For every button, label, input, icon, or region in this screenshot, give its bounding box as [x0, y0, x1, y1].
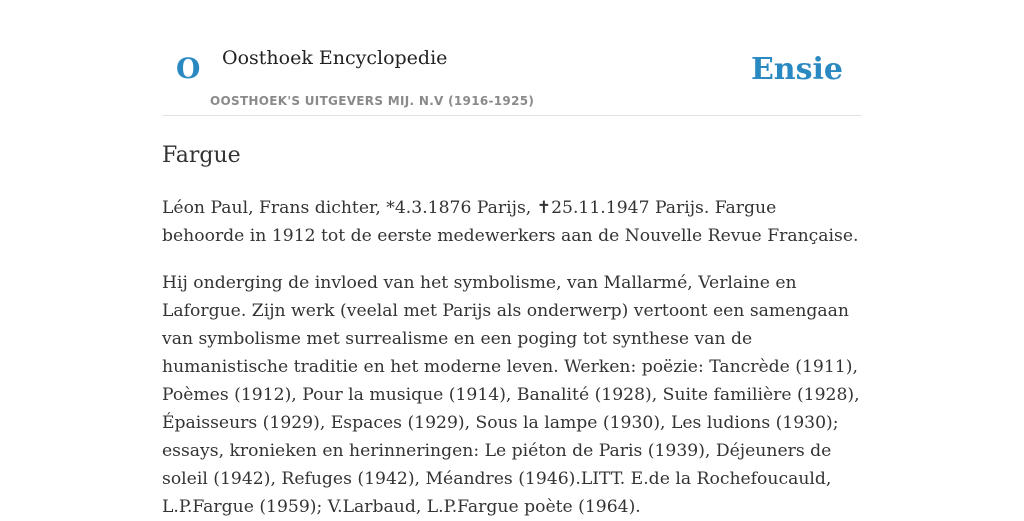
article-paragraph: Léon Paul, Frans dichter, *4.3.1876 Parijs, ✝25.11.1947 Parijs. Fargue behoorde in 1912 tot de eerste medewerkers aan de Nouvelle Revue Française. — [162, 198, 859, 246]
encyclopedia-title-link[interactable]: Oosthoek Encyclopedie — [222, 47, 448, 69]
publisher-subtitle: OOSTHOEK'S UITGEVERS MIJ. N.V (1916-1925) — [210, 94, 535, 108]
site-header — [162, 0, 862, 116]
ensie-brand-logo[interactable]: Ensie — [750, 52, 843, 87]
article-paragraph: Hij onderging de invloed van het symbolisme, van Mallarmé, Verlaine en Laforgue. Zijn werk (veelal met Parijs als onderwerp) vertoont een samengaan van symbolisme met surrealisme en een poging tot synthese van de humanistische traditie en het moderne leven. Werken: poëzie: Tancrède (1911), Poèmes (1912), Pour la musique (1914), Banalité (1928), Suite familière (1928), Épaisseurs (1929), Espaces (1929), Sous la lampe (1930), Les ludions (1930); essays, kronieken en herinneringen: Le piéton de Paris (1939), Déjeuners de soleil (1942), Refuges (1942), Méandres (1946).LITT. E.de la Rochefoucauld, L.P.Fargue (1959); V.Larbaud, L.P.Fargue poète (1964). — [162, 273, 860, 517]
page-container — [162, 0, 862, 521]
encyclopedia-logo[interactable]: O — [176, 52, 201, 85]
article-headword: Fargue — [162, 143, 241, 168]
